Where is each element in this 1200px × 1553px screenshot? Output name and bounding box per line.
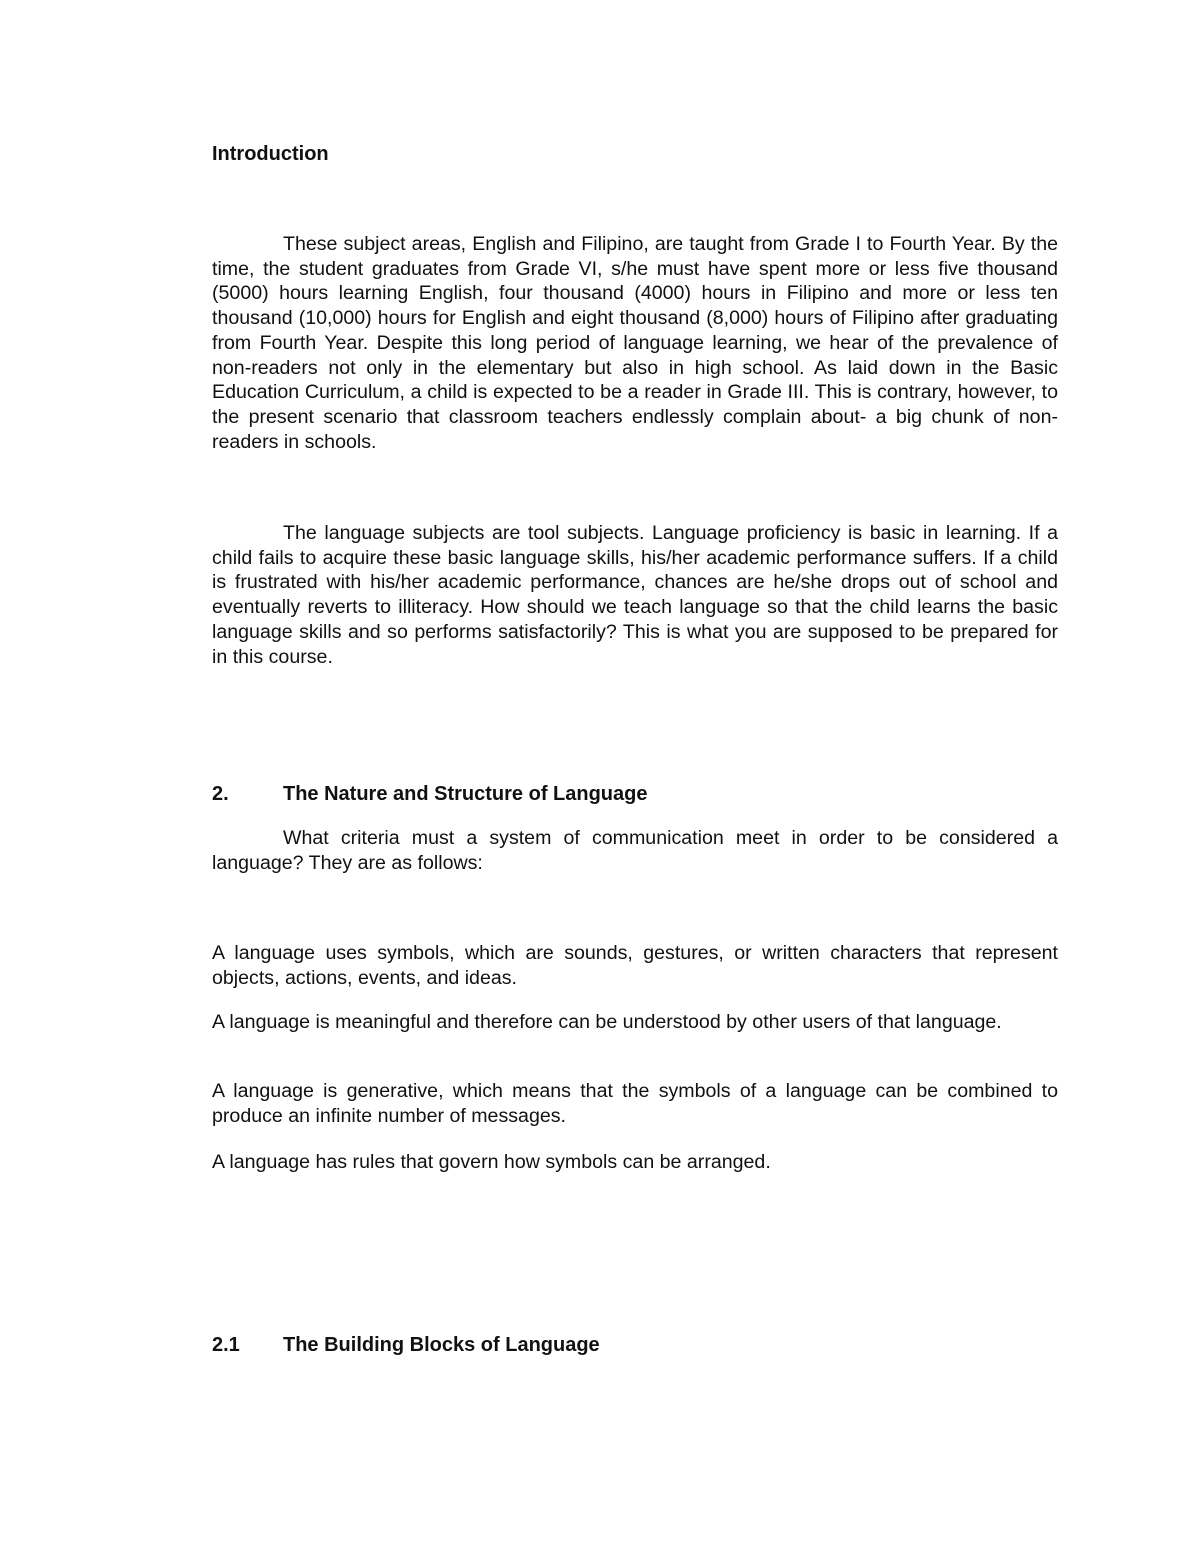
criterion-generative: A language is generative, which means that the symbols of a language can be combined to produce an infinite number of messages. (212, 1080, 1058, 1127)
section-2-number: 2. (212, 783, 229, 805)
criterion-meaningful: A language is meaningful and therefore can be understood by other users of that language. (212, 1011, 1002, 1033)
intro-title: Introduction (212, 143, 329, 165)
intro-heading (212, 142, 1058, 166)
criterion-rules: A language has rules that govern how symbols can be arranged. (212, 1151, 771, 1173)
section-2-1-title: The Building Blocks of Language (283, 1334, 600, 1356)
section-2-heading (212, 782, 1058, 806)
section-2-1-heading (212, 1333, 1058, 1357)
section-2-lead: What criteria must a system of communication meet in order to be considered a language? They are as follows: (212, 827, 1058, 874)
intro-paragraph-2: The language subjects are tool subjects. Language proficiency is basic in learning. If a child fails to acquire these basic language skills, his/her academic performance suffers. If a child is frustrated with his/her academic performance, chances are he/she drops out of school and eventually reverts to illiteracy. How should we teach language so that the child learns the basic language skills and so performs satisfactorily? This is what you are supposed to be prepared for in this course. (212, 522, 1058, 668)
criterion-symbols: A language uses symbols, which are sounds, gestures, or written characters that represent objects, actions, events, and ideas. (212, 942, 1058, 989)
intro-paragraph-1: These subject areas, English and Filipino, are taught from Grade I to Fourth Year. By the time, the student graduates from Grade VI, s/he must have spent more or less five thousand (5000) hours learning English, four thousand (4000) hours in Filipino and more or less ten thousand (10,000) hours for English and eight thousand (8,000) hours of Filipino after graduating from Fourth Year. Despite this long period of language learning, we hear of the prevalence of non-readers not only in the elementary but also in high school. As laid down in the Basic Education Curriculum, a child is expected to be a reader in Grade III. This is contrary, however, to the present scenario that classroom teachers endlessly complain about- a big chunk of non-readers in schools. (212, 233, 1058, 453)
section-2-title: The Nature and Structure of Language (283, 783, 648, 805)
section-2-1-number: 2.1 (212, 1334, 240, 1356)
